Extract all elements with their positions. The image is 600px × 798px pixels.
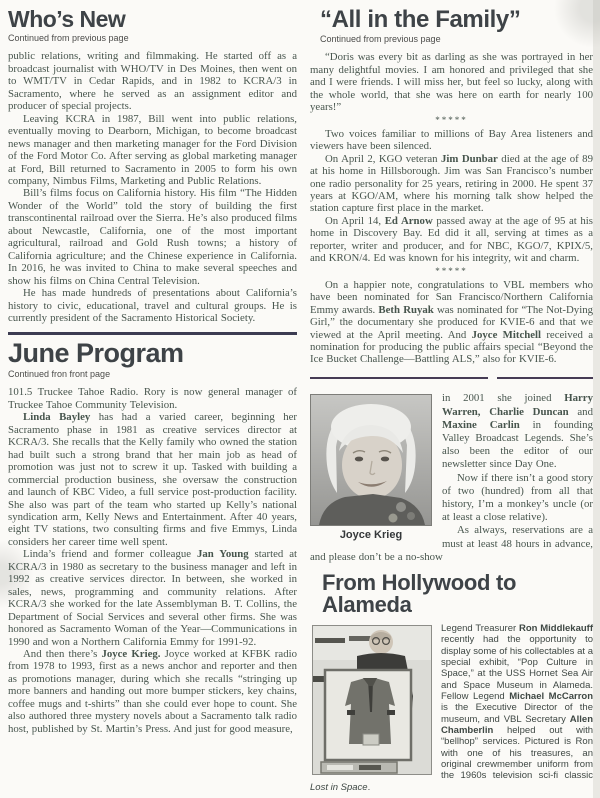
asterisk-separator: ***** bbox=[435, 265, 468, 276]
paragraph: 101.5 Truckee Tahoe Radio. Rory is now general manager of Truckee Tahoe Community Television. bbox=[8, 386, 297, 411]
paragraph: On April 2, KGO veteran Jim Dunbar died at the age of 89 at his home in Hillsborough. Jim was San Francisco’s number one radio personality for 25 years, retiring in 2000. He spent 37 years at KGO/AM, where his morning talk show helped the station capture first place in the market. bbox=[310, 152, 593, 215]
paragraph: Now if there isn’t a good story of two (hundred) from all that history, I’m a monkey’s uncle (or at least a close relative). bbox=[442, 471, 593, 524]
section-all-in-the-family bbox=[310, 8, 593, 366]
all-in-the-family-title: “All in the Family” bbox=[320, 6, 521, 33]
paragraph: Two voices familiar to millions of Bay Area listeners and viewers have been silenced. bbox=[310, 127, 593, 153]
all-in-the-family-continued: Continued from previous page bbox=[320, 34, 441, 45]
paragraph: public relations, writing and filmmaking. He started off as a broadcast journalist with WHO/TV in Des Moines, then went on to WMT/TV in Cedar Rapids, and in 1982 to KCRA/3 in Sacramento, where he served as an assignment editor and producer of special projects. bbox=[8, 50, 297, 113]
divider-segment bbox=[497, 377, 593, 380]
section-june-program bbox=[8, 337, 297, 735]
section-hollywood-alameda bbox=[310, 572, 593, 793]
section-divider bbox=[8, 332, 297, 335]
paragraph: in 2001 she joined Harry Warren, Charlie Duncan and Maxine Carlin in founding Valley Broadcast Legends. She’s also been the editor of our newsletter since Day One. bbox=[442, 392, 593, 471]
paragraph: Legend Treasurer Ron Middlekauff recently had the opportunity to display some of his collectables at a special exhibit, “Pop Culture in Space,” at the USS Hornet Sea Air and Space Museum in Alameda. Fellow Legend Michael McCarron is the Executive Director of the museum, and VBL Secretary Allen Chamberlin helped out with “bellhop” services. Pictured is Ron with one of his treasures, an original crewmember uniform from the 1960s television sci-fi classic Lost in Space. bbox=[310, 622, 594, 793]
left-column bbox=[8, 8, 297, 798]
joyce-krieg-caption: Joyce Krieg bbox=[339, 529, 403, 542]
ron-middlekauff-photo-image bbox=[312, 625, 432, 775]
june-program-continued: Continued fron front page bbox=[8, 369, 111, 380]
joyce-krieg-photo bbox=[310, 394, 432, 541]
section-divider bbox=[310, 377, 593, 380]
paragraph: Linda’s friend and former colleague Jan Young started at KCRA/3 in 1980 as secretary to the business manager and left in 1992 as creative services director. In between, she worked in sales, news, programming and community relations. After KCRA/3 she worked for the late Assemblyman B. T. Collins, the Department of Social Services and several other firms. She was honored as Sacramento Woman of the Year—Communications in 1990 and won a Northern California Emmy for 1991-92. bbox=[8, 548, 297, 648]
paragraph: Linda Bayley has had a varied career, beginning her Sacramento phase in 1981 as creative services director at KCRA/3. She recalls that the Kelly family who owned the station had built such a strong brand that her main job as head of promotion was just not to screw it up. Tasked with building a commercial production business, she oversaw the construction and launch of KBC Video, a full service post-production facility. She also was part of the team who started up Kelly’s national syndication arm, Kelly News and Entertainment. After 40 years, eight TV stations, two consulting firms and five Emmys, Linda considers her career time well spent. bbox=[8, 411, 297, 548]
paragraph: On a happier note, congratulations to VBL members who have been nominated for San Francisco/Northern California Emmy awards. Beth Ruyak was nominated for “The Not-Dying Girl,” the documentary she produced for KVIE-6 and that we viewed at the April meeting. And Joyce Mitchell received a nomination for producing the public affairs special “Beyond the Ice Bucket Challenge—Battling ALS,” also for KVIE-6. bbox=[310, 278, 593, 366]
paragraph: Bill’s films focus on California history. His film “The Hidden Wonder of the World” told the story of building the first transcontinental railroad over the Sierra. He’s also produced films about Newcastle, California, one of the most important agricultural, railroad and Gold Rush towns; a history of California agriculture; and the Chinese experience in California. In 2016, he was invited to China to make several speeches and show his films on China Central Television. bbox=[8, 187, 297, 287]
section-whos-new bbox=[8, 8, 297, 324]
paragraph: “Doris was every bit as darling as she was portrayed in her many delightful movies. I am honored and privileged that she and I were friends. I will miss her, but feel so lucky, along with the whole world, that she was here on earth for nearly 100 years!” bbox=[310, 51, 593, 114]
paragraph: On April 14, Ed Arnow passed away at the age of 95 at his home in Discovery Bay. Ed did it all, serving at times as a reporter, writer and producer, and for NBC, KGO/7, KPIX/5, and KRON/4. Ed was known for his integrity, wit and charm. bbox=[310, 214, 593, 265]
paragraph: He has made hundreds of presentations about California’s history to civic, educational, travel and cultural groups. He is currently president of the Sacramento Historical Society. bbox=[8, 287, 297, 324]
whos-new-title: Who’s New bbox=[8, 6, 126, 32]
divider-segment bbox=[310, 377, 488, 380]
june-program-title: June Program bbox=[8, 337, 184, 368]
section-joyce-krieg bbox=[310, 392, 593, 564]
right-column bbox=[310, 8, 593, 798]
ron-middlekauff-photo bbox=[312, 625, 432, 775]
joyce-krieg-photo-image bbox=[310, 394, 432, 526]
asterisk-separator: ***** bbox=[435, 114, 468, 125]
paragraph: As always, reservations are a must at least 48 hours in advance, and please don’t be a no-show bbox=[310, 524, 593, 563]
paragraph: Leaving KCRA in 1987, Bill went into public relations, eventually moving to Dearborn, Michigan, to become broadcast news manager and then marketing manager for the Ford Division of the Ford Motor Co. After serving as global marketing manager at Ford, Bill returned to Sacramento in 2005 to form his own company, Nimbus Films, Marketing and Public Relations. bbox=[8, 112, 297, 187]
hollywood-title: From Hollywood to Alameda bbox=[322, 570, 517, 618]
whos-new-continued: Continued from previous page bbox=[8, 33, 129, 44]
paragraph: And then there’s Joyce Krieg. Joyce worked at KFBK radio from 1978 to 1993, first as a news anchor and reporter and then as promotions manager, during which she recalls “stringing up more banners and handing out more bumper stickers, key chains, coffee mugs and t-shirts” than she could ever hope to count. She also authored three mystery novels about a Sacramento talk radio host, published by St. Martin’s Press. And just for good measure, bbox=[8, 647, 297, 735]
